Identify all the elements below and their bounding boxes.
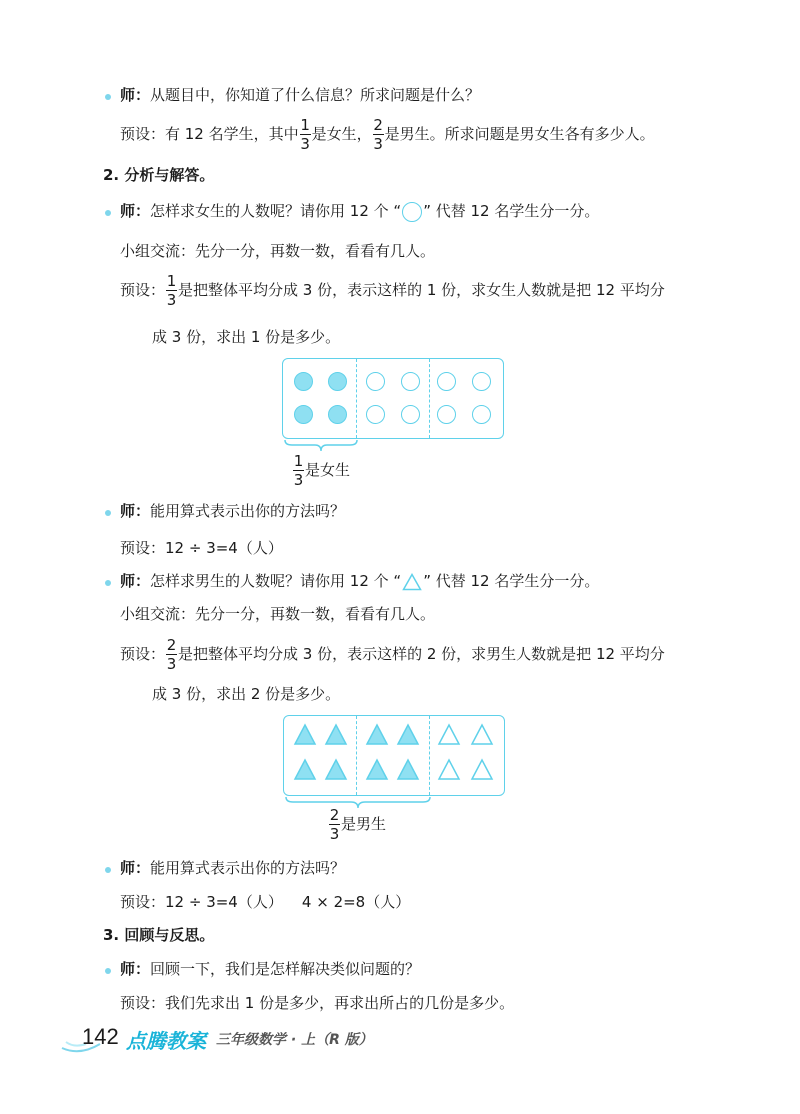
book-title: 三年级数学 · 上（R 版） — [216, 1032, 373, 1048]
circle-icon — [437, 405, 456, 424]
line-10-cont: 成 3 份，求出 2 份是多少。 — [152, 685, 341, 703]
line-2 — [120, 117, 655, 152]
numerator: 2 — [329, 806, 340, 824]
brace-icon — [284, 439, 358, 453]
circle-icon — [401, 372, 420, 391]
section-heading: 3. 回顾与反思。 — [103, 926, 215, 944]
label-text: 是女生 — [305, 461, 351, 479]
triangle-icon — [402, 573, 422, 591]
bullet-dot — [105, 968, 111, 974]
line-11 — [120, 857, 345, 878]
bullet-dot — [105, 867, 111, 873]
line-text: 是男生。所求问题是男女生各有多少人。 — [384, 125, 655, 143]
fraction-one-third — [166, 273, 177, 308]
line-14: 预设：我们先求出 1 份是多少，再求出所占的几份是多少。 — [120, 994, 515, 1012]
bullet-dot — [105, 210, 111, 216]
speaker-label: 师： — [120, 859, 151, 877]
line-12: 预设：12 ÷ 3=4（人） 4 × 2=8（人） — [120, 893, 411, 911]
line-3 — [120, 200, 599, 222]
numerator: 2 — [373, 116, 383, 134]
figure-1-label — [292, 453, 350, 488]
bullet-dot — [105, 94, 111, 100]
denominator: 3 — [373, 135, 383, 153]
numerator: 1 — [166, 272, 177, 290]
line-text: 预设： — [120, 645, 166, 663]
numerator: 1 — [293, 452, 304, 470]
figure-2-label — [328, 807, 386, 842]
bullet-dot — [105, 580, 111, 586]
filled-triangle-icon — [398, 760, 418, 779]
filled-triangle-icon — [367, 725, 387, 744]
filled-circle-icon — [328, 372, 347, 391]
speaker-label: 师： — [120, 572, 151, 590]
line-text: 从题目中，你知道了什么信息？所求问题是什么？ — [150, 86, 481, 104]
filled-triangle-icon — [326, 760, 346, 779]
line-text: 怎样求男生的人数呢？请你用 12 个 “ — [150, 572, 402, 590]
line-text: 是女生， — [311, 125, 372, 143]
fraction-one-third — [300, 117, 311, 152]
filled-circle-icon — [294, 372, 313, 391]
filled-triangle-icon — [295, 725, 315, 744]
line-text: 是把整体平均分成 3 份，表示这样的 2 份，求男生人数就是把 12 平均分 — [178, 645, 665, 663]
line-text: ” 代替 12 名学生分一分。 — [423, 202, 600, 220]
numerator: 1 — [300, 116, 310, 134]
circle-icon — [366, 405, 385, 424]
speaker-label: 师： — [120, 502, 151, 520]
triangle-icon — [472, 725, 492, 744]
triangle-icon — [439, 725, 459, 744]
triangles-group — [284, 716, 504, 795]
speaker-label: 师： — [120, 86, 151, 104]
fraction-two-thirds — [373, 117, 384, 152]
line-1 — [120, 84, 480, 105]
line-text: 能用算式表示出你的方法吗？ — [150, 502, 346, 520]
line-text: 预设： — [120, 281, 166, 299]
circle-icon — [472, 405, 491, 424]
filled-circle-icon — [294, 405, 313, 424]
filled-triangle-icon — [295, 760, 315, 779]
line-text: 回顾一下，我们是怎样解决类似问题的？ — [150, 960, 421, 978]
circle-diagram — [282, 358, 504, 439]
line-7: 预设：12 ÷ 3=4（人） — [120, 539, 283, 557]
bullet-dot — [105, 510, 111, 516]
fraction-two-thirds — [329, 807, 340, 842]
numerator: 2 — [166, 636, 177, 654]
divider-line — [429, 359, 430, 438]
line-text: 能用算式表示出你的方法吗？ — [150, 859, 346, 877]
line-text: 是把整体平均分成 3 份，表示这样的 1 份，求女生人数就是把 12 平均分 — [178, 281, 665, 299]
section-heading: 2. 分析与解答。 — [103, 166, 215, 184]
speaker-label: 师： — [120, 960, 151, 978]
line-text: 预设：有 12 名学生，其中 — [120, 125, 299, 143]
line-5-cont: 成 3 份，求出 1 份是多少。 — [152, 328, 341, 346]
filled-circle-icon — [328, 405, 347, 424]
page-number: 142 — [82, 1024, 119, 1049]
circle-icon — [472, 372, 491, 391]
fraction-two-thirds — [166, 637, 177, 672]
line-13 — [120, 958, 420, 979]
line-9: 小组交流：先分一分，再数一数，看看有几人。 — [120, 605, 436, 623]
label-text: 是男生 — [341, 815, 387, 833]
brand-logo: 点腾教案 — [126, 1029, 206, 1053]
triangle-icon — [439, 760, 459, 779]
line-6 — [120, 500, 345, 521]
line-text: 怎样求女生的人数呢？请你用 12 个 “ — [150, 202, 402, 220]
denominator: 3 — [166, 655, 177, 673]
line-4: 小组交流：先分一分，再数一数，看看有几人。 — [120, 242, 436, 260]
denominator: 3 — [293, 471, 304, 489]
circle-icon — [366, 372, 385, 391]
triangle-icon — [472, 760, 492, 779]
line-text: ” 代替 12 名学生分一分。 — [423, 572, 600, 590]
denominator: 3 — [300, 135, 310, 153]
circle-icon — [402, 202, 422, 222]
triangle-diagram — [283, 715, 505, 796]
filled-triangle-icon — [367, 760, 387, 779]
fraction-one-third — [293, 453, 304, 488]
line-5 — [120, 273, 665, 308]
divider-line — [356, 359, 357, 438]
filled-triangle-icon — [326, 725, 346, 744]
circle-icon — [437, 372, 456, 391]
speaker-label: 师： — [120, 202, 151, 220]
filled-triangle-icon — [398, 725, 418, 744]
circle-icon — [401, 405, 420, 424]
denominator: 3 — [166, 291, 177, 309]
denominator: 3 — [329, 825, 340, 843]
line-8 — [120, 570, 599, 591]
line-10 — [120, 637, 665, 672]
